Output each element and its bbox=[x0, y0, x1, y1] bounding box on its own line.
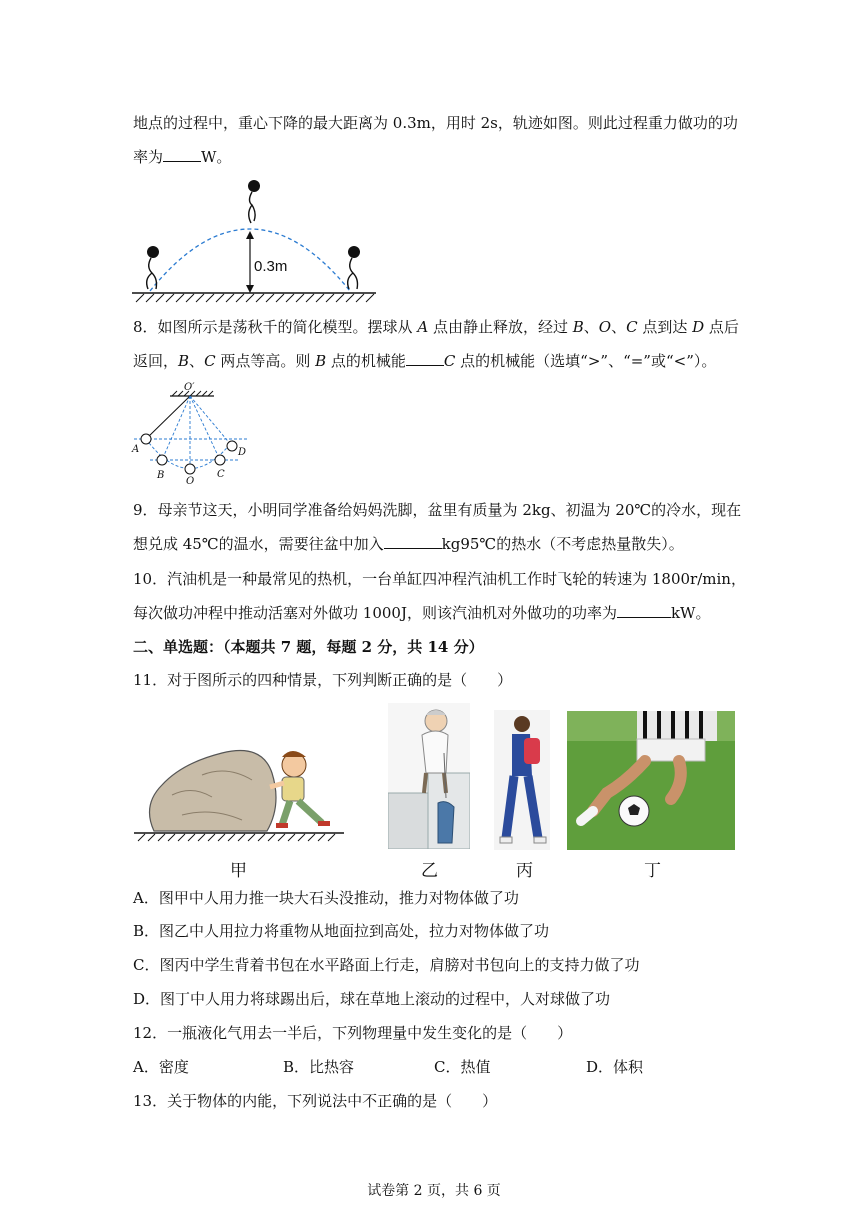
q11-stem: 11．对于图所示的四种情景，下列判断正确的是（ ） bbox=[133, 671, 513, 689]
q8-text: 两点等高。则 bbox=[215, 352, 316, 370]
label-o-prime: O′ bbox=[184, 382, 195, 393]
man-lifting-weight-figure bbox=[388, 703, 470, 849]
q9-answer-blank[interactable] bbox=[384, 534, 442, 549]
weight-bag bbox=[438, 802, 454, 843]
soccer-kick-figure bbox=[567, 711, 735, 850]
pushing-rock-figure bbox=[132, 735, 347, 845]
caption-bing: 丙 bbox=[516, 861, 533, 881]
point-o: O bbox=[598, 318, 612, 336]
ground-hatch bbox=[136, 294, 374, 302]
q8-line-1 bbox=[133, 317, 739, 337]
q8-text: 返回， bbox=[133, 352, 179, 370]
label-b: B bbox=[157, 470, 165, 481]
caption-ding: 丁 bbox=[644, 861, 661, 881]
q12-option-c[interactable]: C．热值 bbox=[434, 1058, 491, 1076]
q9-line-2 bbox=[133, 534, 684, 554]
point-c: C bbox=[443, 352, 456, 370]
q7-line-2-prefix: 率为 bbox=[133, 148, 164, 166]
q11-option-c[interactable]: C．图丙中学生背着书包在水平路面上行走，肩膀对书包向上的支持力做了功 bbox=[133, 956, 640, 974]
q12-stem: 12．一瓶液化气用去一半后，下列物理量中发生变化的是（ ） bbox=[133, 1024, 573, 1042]
q10-answer-blank[interactable] bbox=[617, 603, 671, 618]
q12-option-d[interactable]: D．体积 bbox=[586, 1058, 644, 1076]
point-c: C bbox=[204, 352, 216, 370]
label-c: C bbox=[217, 469, 225, 480]
label-a: A bbox=[132, 444, 140, 455]
q10-line-1: 10．汽油机是一种最常见的热机，一台单缸四冲程汽油机工作时飞轮的转速为 1800r/min， bbox=[133, 570, 746, 588]
student-backpack-figure bbox=[494, 710, 550, 850]
q8-text: 点的机械能（选填“>”、“=”或“<”）。 bbox=[455, 352, 717, 370]
caption-jia: 甲 bbox=[230, 861, 247, 881]
caption-yi: 乙 bbox=[421, 861, 438, 881]
point-a: A bbox=[417, 318, 429, 336]
q11-option-d[interactable]: D．图丁中人用力将球踢出后，球在草地上滚动的过程中，人对球做了功 bbox=[133, 990, 611, 1008]
q8-line-2 bbox=[133, 351, 716, 371]
jump-trajectory-figure bbox=[130, 175, 380, 303]
page-footer: 试卷第 2 页，共 6 页 bbox=[367, 1183, 501, 1199]
boy-pushing bbox=[270, 751, 330, 828]
swing-model-figure bbox=[128, 380, 253, 488]
q11-option-a[interactable]: A．图甲中人用力推一块大石头没推动，推力对物体做了功 bbox=[133, 889, 519, 907]
q12-option-a[interactable]: A．密度 bbox=[133, 1058, 189, 1076]
q7-line-1: 地点的过程中，重心下降的最大距离为 0.3m，用时 2s，轨迹如图。则此过程重力做功的功 bbox=[133, 114, 738, 132]
q7-line-2-suffix: W。 bbox=[201, 148, 232, 166]
point-b: B bbox=[572, 318, 584, 336]
point-d: D bbox=[692, 318, 705, 336]
right-jumper-figure bbox=[348, 246, 360, 289]
q7-answer-blank[interactable] bbox=[163, 147, 201, 162]
point-b: B bbox=[315, 352, 327, 370]
point-b: B bbox=[178, 352, 190, 370]
section-heading: 二、单选题：（本题共 7 题，每题 2 分，共 14 分） bbox=[133, 638, 484, 656]
q9-text: kg95℃的热水（不考虑热量散失）。 bbox=[441, 535, 684, 553]
q7-line-2 bbox=[133, 147, 231, 167]
q8-text: 点由静止释放，经过 bbox=[428, 318, 573, 336]
q10-line-2 bbox=[133, 603, 710, 623]
height-label: 0.3m bbox=[254, 258, 288, 275]
q8-text: 点的机械能 bbox=[326, 352, 406, 370]
point-c: C bbox=[626, 318, 638, 336]
q8-text: 点后 bbox=[704, 318, 739, 336]
label-o: O bbox=[186, 476, 195, 487]
q11-option-b[interactable]: B．图乙中人用拉力将重物从地面拉到高处，拉力对物体做了功 bbox=[133, 922, 550, 940]
q8-text: 点到达 bbox=[637, 318, 693, 336]
q8-text: 、 bbox=[611, 318, 627, 336]
q8-answer-blank[interactable] bbox=[406, 351, 444, 366]
top-jumper-figure bbox=[248, 180, 260, 223]
rock bbox=[150, 751, 277, 832]
backpack bbox=[524, 738, 540, 764]
q10-text: kW。 bbox=[670, 604, 711, 622]
label-d: D bbox=[238, 447, 247, 458]
q8-text: 8．如图所示是荡秋千的简化模型。摆球从 bbox=[133, 318, 418, 336]
q9-line-1: 9．母亲节这天，小明同学准备给妈妈洗脚，盆里有质量为 2kg、初温为 20℃的冷水，现在 bbox=[133, 501, 742, 519]
q8-text: 、 bbox=[189, 352, 205, 370]
q13-stem: 13．关于物体的内能，下列说法中不正确的是（ ） bbox=[133, 1092, 498, 1110]
q8-text: 、 bbox=[583, 318, 599, 336]
q10-text: 每次做功冲程中推动活塞对外做功 1000J，则该汽油机对外做功的功率为 bbox=[133, 604, 617, 622]
q9-text: 想兑成 45℃的温水，需要往盆中加入 bbox=[133, 535, 384, 553]
q12-option-b[interactable]: B．比热容 bbox=[283, 1058, 355, 1076]
